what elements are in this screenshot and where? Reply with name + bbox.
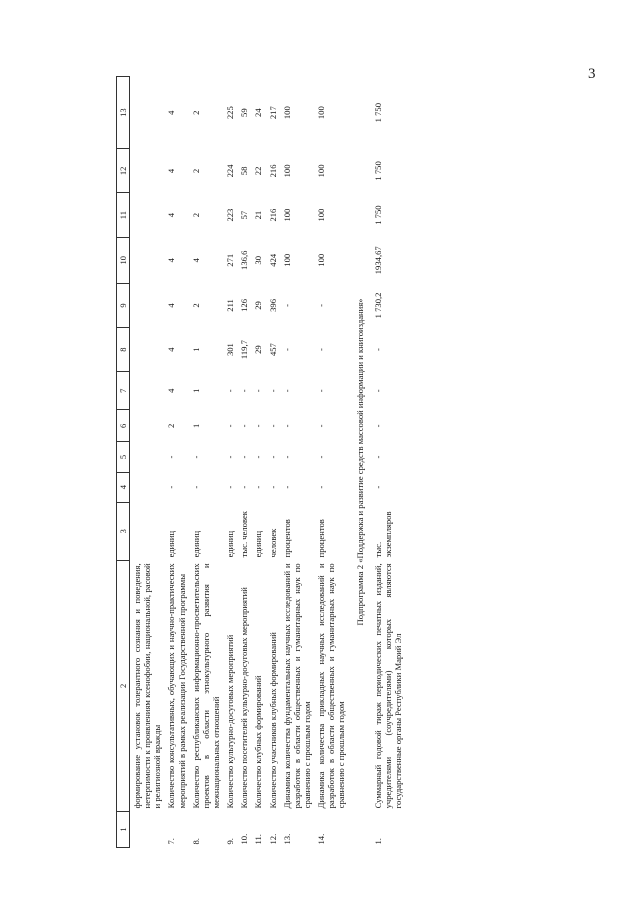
value-cell	[130, 193, 165, 237]
value-cell: -	[253, 389, 264, 393]
value-cell	[130, 77, 165, 149]
value-cell: 1 750	[372, 103, 383, 123]
value-cell: -	[316, 304, 327, 307]
rotated-table-container	[116, 76, 624, 848]
value-cell: 2	[166, 423, 177, 429]
value-cell: 4	[166, 388, 177, 393]
value-cell: 2	[190, 212, 201, 218]
value-cell: 457	[267, 343, 278, 357]
value-cell: -	[372, 348, 383, 352]
value-cell: -	[166, 485, 177, 489]
value-cell: 100	[316, 164, 327, 178]
value-cell: 4	[166, 110, 177, 115]
indicator-name-cell: Количество консультативных, обучающих и научно-практических мероприятий в рамках реализации Государственной программы	[166, 563, 187, 809]
value-cell: 4	[166, 303, 177, 308]
row-number-cell: 13.	[281, 833, 292, 845]
row-number-cell: 7.	[166, 838, 177, 845]
value-cell: -	[316, 485, 327, 489]
value-cell: 4	[166, 212, 177, 218]
value-cell: 1	[190, 423, 201, 429]
value-cell: -	[253, 455, 264, 459]
value-cell	[130, 237, 165, 283]
value-cell	[130, 472, 165, 502]
value-cell: -	[372, 389, 383, 393]
unit-cell: единиц	[190, 530, 201, 558]
value-cell: 4	[190, 258, 201, 263]
value-cell: -	[316, 389, 327, 393]
value-cell: 1934,67	[372, 246, 383, 275]
table-row	[164, 77, 188, 848]
indicator-name-cell: Суммарный годовой тираж периодических печатных изданий, учредителями (соучредителями) которых являются государственные органы Республики Марий Эл	[372, 563, 403, 809]
value-cell: 301	[225, 343, 236, 357]
unit-cell: единиц	[225, 530, 236, 558]
value-cell: -	[281, 455, 292, 459]
value-cell: -	[267, 424, 278, 428]
row-number-cell: 11.	[253, 834, 264, 845]
value-cell: 2	[190, 168, 201, 174]
unit-cell: единиц	[253, 530, 264, 558]
value-cell: 225	[225, 106, 236, 120]
table-row	[266, 77, 280, 848]
table-row	[280, 77, 314, 848]
subprogram-row	[349, 77, 371, 848]
value-cell: -	[372, 485, 383, 489]
value-cell: 22	[253, 166, 264, 176]
table-row	[130, 77, 165, 848]
unit-cell: процентов	[316, 519, 327, 558]
value-cell: 29	[253, 301, 264, 310]
value-cell: 216	[267, 164, 278, 178]
value-cell: 136,6	[239, 250, 250, 270]
value-cell: 424	[267, 253, 278, 267]
value-cell: -	[190, 485, 201, 489]
value-cell: 2	[190, 303, 201, 308]
value-cell: -	[372, 455, 383, 459]
value-cell: 1	[190, 388, 201, 393]
value-cell: 1 730,2	[372, 292, 383, 319]
value-cell	[130, 410, 165, 442]
table-row	[371, 77, 405, 848]
indicators-table	[116, 76, 405, 848]
indicator-name-cell: Количество республиканских информационно-просветительских проектов в области этнокультурного развития и межнациональных отношений	[190, 563, 221, 809]
column-number-cell: 11	[117, 193, 130, 237]
value-cell: -	[190, 455, 201, 459]
value-cell: 100	[316, 253, 327, 267]
value-cell: 21	[253, 210, 264, 220]
value-cell: -	[239, 485, 250, 489]
column-number-cell: 10	[117, 237, 130, 283]
value-cell: -	[239, 424, 250, 428]
row-number-cell: 9.	[225, 838, 236, 845]
value-cell	[130, 328, 165, 372]
value-cell: -	[281, 424, 292, 428]
value-cell: -	[281, 389, 292, 393]
value-cell: 100	[281, 253, 292, 267]
value-cell: 126	[239, 298, 250, 312]
value-cell: 271	[225, 253, 236, 267]
value-cell: 119,7	[239, 340, 250, 360]
value-cell: 100	[281, 106, 292, 120]
unit-cell	[130, 502, 165, 560]
value-cell	[130, 372, 165, 410]
value-cell: 211	[225, 299, 236, 312]
value-cell: -	[225, 389, 236, 393]
value-cell: -	[316, 424, 327, 428]
indicator-name-cell: Количество посетителей культурно-досуговых мероприятий	[239, 587, 250, 809]
value-cell: -	[281, 304, 292, 307]
value-cell: 2	[190, 110, 201, 115]
value-cell: -	[316, 455, 327, 459]
value-cell: -	[281, 348, 292, 352]
indicator-name-cell: формирование установок толерантного сознания и поведения, нетерпимости к проявлениям ксенофобии, национальной, расовой и религиозной вражды	[132, 563, 163, 809]
value-cell: 1 750	[372, 205, 383, 225]
column-number-cell: 4	[117, 472, 130, 502]
unit-cell: тыс. человек	[239, 511, 250, 558]
table-row	[251, 77, 265, 848]
value-cell: -	[239, 455, 250, 459]
unit-cell: человек	[267, 528, 278, 558]
value-cell: 57	[239, 210, 250, 220]
column-number-row	[117, 77, 130, 848]
row-number-cell: 1.	[372, 838, 383, 845]
row-number-cell: 8.	[190, 838, 201, 845]
column-number-cell: 3	[117, 502, 130, 560]
value-cell: 396	[267, 298, 278, 312]
value-cell	[130, 149, 165, 193]
value-cell: -	[225, 424, 236, 428]
column-number-cell: 12	[117, 149, 130, 193]
value-cell: 1 750	[372, 161, 383, 181]
value-cell: 216	[267, 208, 278, 222]
value-cell: 1	[190, 347, 201, 352]
indicator-name-cell: Динамика количества фундаментальных научных исследований и разработок в области общественных и гуманитарных наук по сравнению с прошлым годом	[281, 563, 312, 809]
column-number-cell: 13	[117, 77, 130, 149]
value-cell: -	[225, 455, 236, 459]
row-number-cell: 10.	[239, 833, 250, 845]
value-cell: 59	[239, 108, 250, 117]
value-cell: 100	[281, 208, 292, 222]
value-cell: -	[239, 389, 250, 393]
table-row	[237, 77, 251, 848]
value-cell: -	[253, 424, 264, 428]
value-cell: 58	[239, 166, 250, 176]
value-cell: 4	[166, 168, 177, 174]
indicator-name-cell: Количество культурно-досуговых мероприятий	[225, 634, 236, 809]
value-cell: 4	[166, 258, 177, 263]
column-number-cell: 7	[117, 372, 130, 410]
unit-cell: единиц	[166, 530, 177, 558]
table-row	[314, 77, 348, 848]
value-cell: 217	[267, 106, 278, 120]
table-row	[189, 77, 223, 848]
value-cell: 100	[281, 164, 292, 178]
row-number-cell: 14.	[316, 833, 327, 845]
value-cell: -	[267, 485, 278, 489]
row-number-cell: 12.	[267, 833, 278, 845]
column-number-cell: 5	[117, 442, 130, 472]
value-cell: -	[253, 485, 264, 489]
value-cell: 24	[253, 108, 264, 117]
table-row	[223, 77, 237, 848]
subprogram-title: Подпрограмма 2 «Поддержка и развитие средств массовой информации и книгоиздания»	[354, 298, 365, 626]
value-cell: 29	[253, 345, 264, 354]
indicator-name-cell: Динамика количества прикладных научных исследований и разработок в области общественных и гуманитарных наук по сравнению с прошлым годом	[316, 563, 347, 809]
value-cell: 30	[253, 255, 264, 265]
column-number-cell: 1	[117, 811, 130, 847]
column-number-cell: 9	[117, 283, 130, 327]
value-cell: 224	[225, 164, 236, 178]
value-cell: 100	[316, 106, 327, 120]
indicator-name-cell: Количество клубных формирований	[253, 675, 264, 809]
value-cell: 4	[166, 347, 177, 352]
value-cell: -	[267, 389, 278, 393]
value-cell	[130, 283, 165, 327]
column-number-cell: 8	[117, 328, 130, 372]
column-number-cell: 6	[117, 410, 130, 442]
page-number: 3	[588, 66, 596, 82]
value-cell: -	[281, 485, 292, 489]
value-cell: -	[267, 455, 278, 459]
indicator-name-cell: Количество участников клубных формирований	[267, 632, 278, 809]
value-cell: -	[225, 485, 236, 489]
unit-cell: процентов	[281, 519, 292, 558]
row-number-cell	[130, 811, 165, 847]
value-cell	[130, 442, 165, 472]
value-cell: -	[316, 348, 327, 352]
value-cell: 223	[225, 208, 236, 222]
value-cell: 100	[316, 208, 327, 222]
unit-cell: тыс. экземпляров	[372, 511, 393, 558]
value-cell: -	[372, 424, 383, 428]
value-cell: -	[166, 455, 177, 459]
column-number-cell: 2	[117, 560, 130, 811]
